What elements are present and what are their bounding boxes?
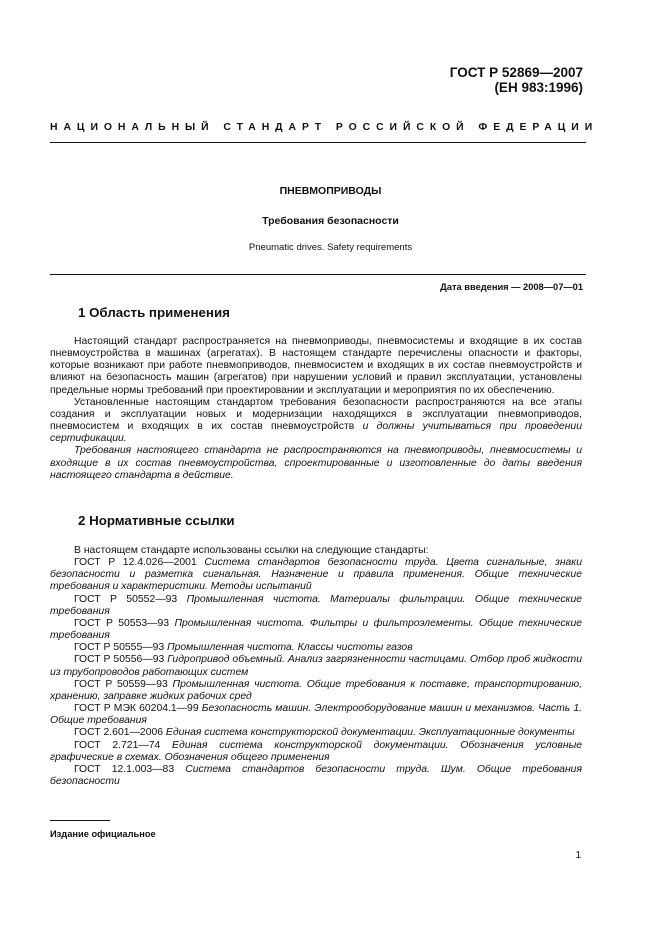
reference-item bbox=[50, 740, 582, 764]
reference-title: Система стандартов безопасности труда. Цвета сигнальные, знаки безопасности и разметка сигнальная. Назначение и правила применения. Общие технические требования и характеристики. Методы испытаний bbox=[50, 557, 582, 593]
paragraph-text: Установленные настоящим стандартом требования безопасности распространяются на все этапы создания и эксплуатации новых и модернизации находящихся в эксплуатации пневмоприводов, пневмосистем и входящих в их состав пневмоустройств bbox=[50, 396, 582, 433]
document-subtitle: Требования безопасности bbox=[262, 215, 399, 227]
reference-code: ГОСТ Р 12.4.026—2001 bbox=[74, 557, 197, 569]
gost-number: ГОСТ Р 52869—2007 bbox=[449, 65, 583, 80]
reference-item bbox=[50, 727, 582, 739]
reference-title: Промышленная чистота. Классы чистоты газов bbox=[167, 642, 413, 654]
standard-number-block bbox=[450, 65, 583, 95]
section-1-paragraph bbox=[50, 445, 582, 481]
references-intro: В настоящем стандарте использованы ссылки на следующие стандарты: bbox=[74, 545, 429, 556]
header-divider bbox=[50, 142, 586, 143]
reference-code: ГОСТ 2.721—74 bbox=[74, 739, 161, 751]
reference-title: Единая система конструкторской документации. Обозначения условные графические в схемах. Обозначения общего применения bbox=[50, 739, 582, 763]
reference-title: Система стандартов безопасности труда. Шум. Общие требования безопасности bbox=[50, 763, 582, 787]
reference-item bbox=[50, 618, 582, 642]
section-1-body bbox=[50, 336, 582, 482]
reference-item bbox=[50, 557, 582, 593]
reference-code: ГОСТ 12.1.003—83 bbox=[74, 763, 175, 775]
reference-code: ГОСТ 2.601—2006 bbox=[74, 727, 164, 739]
section-1-paragraph bbox=[50, 397, 582, 446]
paragraph-italic-text: Требования настоящего стандарта не распространяются на пневмоприводы, пневмосистемы и входящие в их состав пневмоустройства, спроектированные и изготовленные до даты введения настоящего стандарта в действие. bbox=[50, 445, 582, 481]
reference-item bbox=[50, 764, 582, 788]
english-title: Pneumatic drives. Safety requirements bbox=[248, 242, 413, 253]
page-number: 1 bbox=[575, 850, 581, 861]
paragraph-text: Настоящий стандарт распространяется на пневмоприводы, пневмосистемы и входящие в их состав пневмоустройства в машинах (агрегатах). В настоящем стандарте перечислены опасности и факторы, которые возникают при работе пневмоприводов, пневмосистем и входящих в их состав пневмоустройств и влияют на безопасность машин (агрегатов) при нарушении условий и правил эксплуатации, установлены предельные нормы требований при проектировании и эксплуатации и мероприятия по их обеспечению. bbox=[50, 336, 582, 396]
reference-code: ГОСТ Р 50553—93 bbox=[74, 617, 170, 629]
reference-list bbox=[50, 557, 582, 788]
reference-title: Промышленная чистота. Общие требования к поставке, транспортированию, хранению, заправке жидких рабочих сред bbox=[50, 678, 582, 702]
section-1-paragraph bbox=[50, 336, 582, 397]
paragraph-italic-text: и должны учитываться при проведении сертификации. bbox=[50, 421, 582, 445]
reference-code: ГОСТ Р 50559—93 bbox=[74, 678, 168, 690]
section-1-heading: 1 Область применения bbox=[78, 305, 230, 320]
reference-title: Гидропривод объемный. Анализ загрязненности частицами. Отбор проб жидкости из трубопроводов работающих систем bbox=[50, 654, 582, 678]
national-standard-banner: НАЦИОНАЛЬНЫЙ СТАНДАРТ РОССИЙСКОЙ ФЕДЕРАЦИИ bbox=[50, 122, 599, 133]
reference-title: Единая система конструкторской документации. Эксплуатационные документы bbox=[165, 727, 575, 739]
introduction-date: Дата введения — 2008—07—01 bbox=[440, 282, 583, 292]
footer-divider bbox=[50, 820, 110, 821]
reference-code: ГОСТ Р 50555—93 bbox=[74, 642, 165, 654]
reference-code: ГОСТ Р МЭК 60204.1—99 bbox=[74, 703, 199, 715]
reference-item bbox=[50, 594, 582, 618]
official-edition-note: Издание официальное bbox=[50, 829, 156, 839]
section-2-heading: 2 Нормативные ссылки bbox=[78, 513, 235, 528]
reference-item bbox=[50, 654, 582, 678]
title-divider bbox=[50, 274, 586, 275]
section-2-body bbox=[50, 545, 582, 788]
reference-item bbox=[50, 703, 582, 727]
reference-code: ГОСТ Р 50556—93 bbox=[74, 654, 165, 666]
reference-item bbox=[50, 642, 582, 654]
reference-title: Промышленная чистота. Материалы фильтрации. Общие технические требования bbox=[50, 593, 583, 617]
en-number: (ЕН 983:1996) bbox=[494, 80, 583, 95]
reference-item bbox=[50, 679, 582, 703]
document-title: ПНЕВМОПРИВОДЫ bbox=[279, 185, 382, 197]
reference-title: Промышленная чистота. Фильтры и фильтроэлементы. Общие технические требования bbox=[50, 617, 582, 642]
reference-title: Безопасность машин. Электрооборудование машин и механизмов. Часть 1. Общие требования bbox=[50, 703, 583, 727]
reference-code: ГОСТ Р 50552—93 bbox=[74, 593, 178, 605]
